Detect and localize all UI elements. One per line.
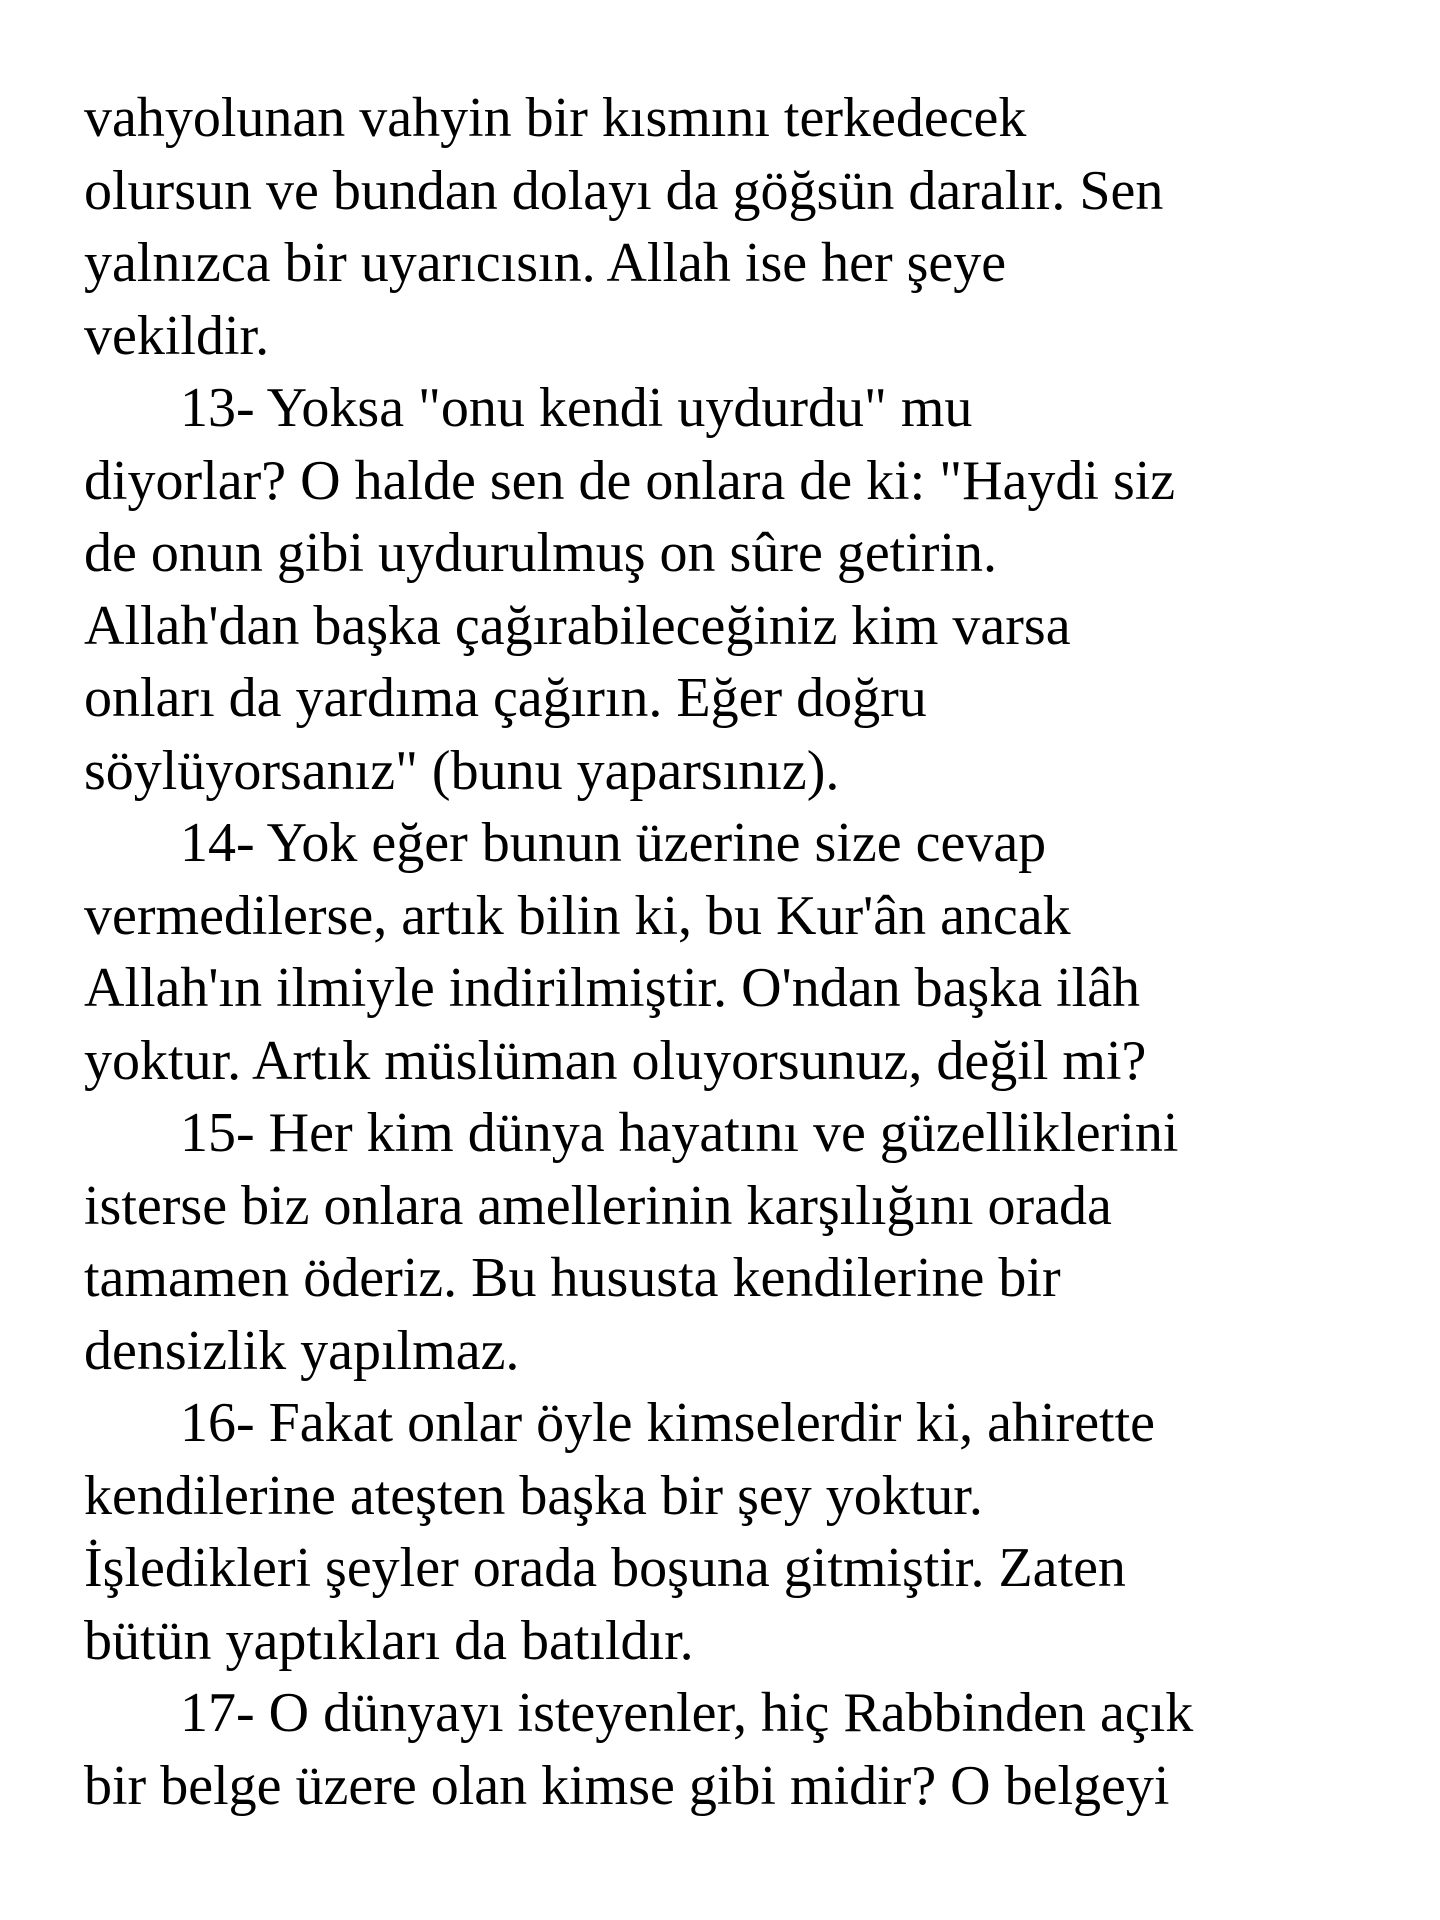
- verse-16-start: 16- Fakat onlar öyle kimselerdir ki, ahirette: [180, 1392, 1156, 1454]
- text-line: vahyolunan vahyin bir kısmını terkedecek: [84, 87, 1027, 149]
- text-line: Allah'ın ilmiyle indirilmiştir. O'ndan başka ilâh: [84, 957, 1141, 1019]
- verse-13-start: 13- Yoksa "onu kendi uydurdu" mu: [180, 377, 973, 439]
- text-line: diyorlar? O halde sen de onlara de ki: "Haydi siz: [84, 449, 1176, 512]
- text-line: de onun gibi uydurulmuş on sûre getirin.: [84, 522, 998, 584]
- text-line: İşledikleri şeyler orada boşuna gitmiştir. Zaten: [84, 1537, 1126, 1599]
- text-line: olursun ve bundan dolayı da göğsün daralır. Sen: [84, 159, 1164, 222]
- text-line: Allah'dan başka çağırabileceğiniz kim varsa: [84, 594, 1071, 657]
- text-line: bütün yaptıkları da batıldır.: [84, 1609, 694, 1672]
- verse-17-start: 17- O dünyayı isteyenler, hiç Rabbinden açık: [180, 1682, 1194, 1744]
- verse-15-start: 15- Her kim dünya hayatını ve güzelliklerini: [180, 1102, 1179, 1164]
- text-line: bir belge üzere olan kimse gibi midir? O belgeyi: [84, 1754, 1170, 1817]
- text-line: yoktur. Artık müslüman oluyorsunuz, değil mi?: [84, 1029, 1147, 1092]
- text-line: söylüyorsanız" (bunu yaparsınız).: [84, 739, 840, 802]
- text-line: densizlik yapılmaz.: [84, 1319, 520, 1382]
- verse-14-start: 14- Yok eğer bunun üzerine size cevap: [180, 812, 1047, 874]
- text-line: isterse biz onlara amellerinin karşılığını orada: [84, 1174, 1112, 1237]
- text-line: vermedilerse, artık bilin ki, bu Kur'ân ancak: [84, 884, 1071, 947]
- text-line: yalnızca bir uyarıcısın. Allah ise her şeye: [84, 232, 1007, 294]
- body-text: [84, 82, 1404, 1822]
- text-line: kendilerine ateşten başka bir şey yoktur.: [84, 1464, 983, 1527]
- text-line: vekildir.: [84, 304, 270, 367]
- text-line: onları da yardıma çağırın. Eğer doğru: [84, 667, 927, 729]
- text-line: tamamen öderiz. Bu hususta kendilerine bir: [84, 1247, 1061, 1309]
